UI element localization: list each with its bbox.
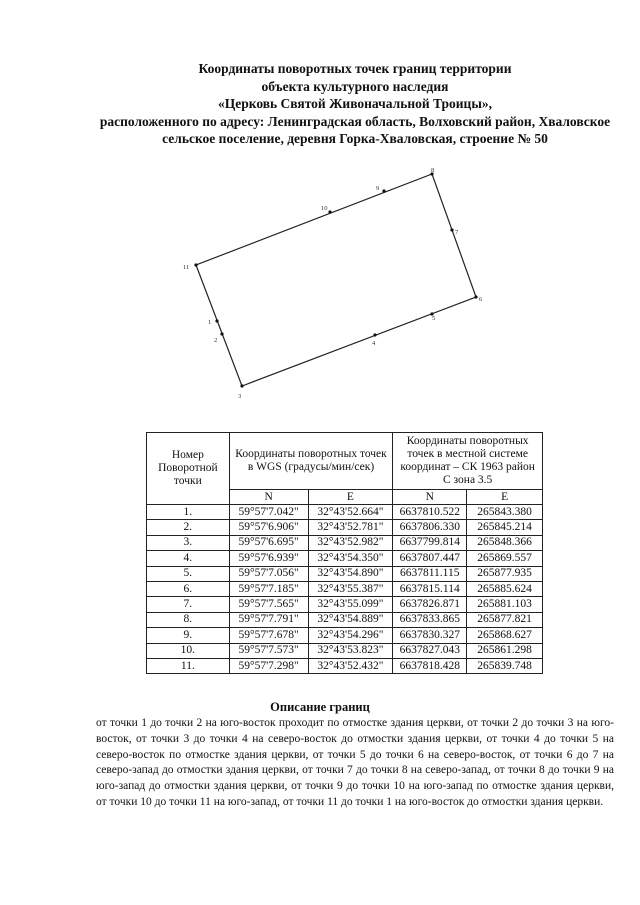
cell-point-number: 3.: [147, 535, 230, 550]
cell-point-number: 2.: [147, 520, 230, 535]
table-row: [147, 566, 543, 581]
table-row: [147, 581, 543, 596]
cell-local-e: 265845.214: [467, 520, 543, 535]
cell-wgs-e: 32°43'54.889": [308, 612, 393, 627]
cell-point-number: 4.: [147, 551, 230, 566]
cell-wgs-n: 59°57'7.678": [229, 628, 308, 643]
cell-wgs-n: 59°57'7.042": [229, 505, 308, 520]
boundary-point-11: [194, 263, 197, 266]
point-label-3: 3: [238, 393, 242, 400]
cell-wgs-n: 59°57'7.573": [229, 643, 308, 658]
cell-wgs-e: 32°43'55.099": [308, 597, 393, 612]
cell-wgs-e: 32°43'52.781": [308, 520, 393, 535]
point-label-1: 1: [208, 319, 212, 326]
point-label-2: 2: [214, 337, 218, 344]
cell-point-number: 6.: [147, 581, 230, 596]
point-label-8: 8: [431, 167, 435, 174]
cell-wgs-e: 32°43'52.982": [308, 535, 393, 550]
cell-wgs-e: 32°43'54.350": [308, 551, 393, 566]
cell-local-n: 6637826.871: [393, 597, 467, 612]
boundary-polygon: [196, 174, 476, 386]
point-label-10: 10: [321, 205, 328, 212]
cell-wgs-n: 59°57'6.906": [229, 520, 308, 535]
point-label-11: 11: [183, 264, 190, 271]
table-row: [147, 628, 543, 643]
cell-local-e: 265839.748: [467, 658, 543, 673]
cell-local-n: 6637815.114: [393, 581, 467, 596]
cell-wgs-n: 59°57'6.695": [229, 535, 308, 550]
boundary-point-2: [220, 332, 223, 335]
point-label-5: 5: [432, 315, 436, 322]
cell-point-number: 9.: [147, 628, 230, 643]
boundary-point-4: [373, 333, 376, 336]
boundary-point-labels: [183, 167, 483, 400]
header-wgs-coordinates: Координаты поворотных точек в WGS (градусы/мин/сек): [229, 433, 393, 490]
cell-wgs-e: 32°43'55.387": [308, 581, 393, 596]
cell-local-n: 6637830.327: [393, 628, 467, 643]
cell-local-e: 265848.366: [467, 535, 543, 550]
cell-point-number: 11.: [147, 658, 230, 673]
cell-local-e: 265843.380: [467, 505, 543, 520]
cell-local-n: 6637827.043: [393, 643, 467, 658]
header-local-coordinates: Координаты поворотных точек в местной системе координат – СК 1963 район С зона 3.5: [393, 433, 543, 490]
coordinates-table: [146, 432, 543, 674]
table-row: [147, 597, 543, 612]
cell-wgs-e: 32°43'53.823": [308, 643, 393, 658]
table-row: [147, 658, 543, 673]
cell-point-number: 1.: [147, 505, 230, 520]
subheader-local-n: N: [393, 490, 467, 505]
point-label-4: 4: [372, 340, 376, 347]
cell-wgs-e: 32°43'52.432": [308, 658, 393, 673]
cell-local-n: 6637799.814: [393, 535, 467, 550]
table-row: [147, 520, 543, 535]
cell-point-number: 5.: [147, 566, 230, 581]
boundary-point-10: [328, 210, 331, 213]
cell-wgs-n: 59°57'7.791": [229, 612, 308, 627]
point-label-9: 9: [376, 185, 380, 192]
cell-local-n: 6637807.447: [393, 551, 467, 566]
boundary-point-3: [240, 384, 243, 387]
title-line-3: «Церковь Святой Живоначальной Троицы»,: [217, 96, 492, 111]
title-line-1: Координаты поворотных точек границ территории: [198, 61, 512, 76]
cell-wgs-n: 59°57'7.298": [229, 658, 308, 673]
table-row: [147, 551, 543, 566]
table-row: [147, 612, 543, 627]
cell-local-e: 265861.298: [467, 643, 543, 658]
title-line-2: объекта культурного наследия: [261, 78, 449, 94]
header-point-number: Номер Поворотной точки: [147, 433, 230, 505]
description-text: от точки 1 до точки 2 на юго-восток проходит по отмостке здания церкви, от точки 2 до точки 3 на юго-восток, от точки 3 до точки 4 на северо-восток до отмостки здания церкви, от точки 4 до точки 5 на северо-восток по отмостке здания церкви, от точки 5 до точки 6 на северо-восток, от точки 6 до 7 на северо-запад до отмостки здания церкви, от точки 7 до точки 8 на северо-запад, от точки 8 до точки 9 на юго-запад до отмостки здания церкви, от точки 9 до точки 10 на юго-запад по отмостке здания церкви, от точки 10 до точки 11 на юго-запад, от точки 11 до точки 1 на юго-восток до отмостки здания церкви.: [96, 717, 614, 808]
cell-wgs-n: 59°57'7.056": [229, 566, 308, 581]
table-header-row: [147, 433, 543, 490]
point-label-7: 7: [455, 229, 459, 236]
cell-local-n: 6637811.115: [393, 566, 467, 581]
cell-local-n: 6637810.522: [393, 505, 467, 520]
boundary-points: [194, 172, 477, 387]
boundary-point-9: [382, 189, 385, 192]
point-label-6: 6: [479, 296, 483, 303]
boundary-plan: [0, 0, 640, 420]
cell-wgs-e: 32°43'54.890": [308, 566, 393, 581]
cell-local-n: 6637833.865: [393, 612, 467, 627]
subheader-wgs-e: E: [308, 490, 393, 505]
cell-wgs-e: 32°43'54.296": [308, 628, 393, 643]
cell-local-e: 265877.821: [467, 612, 543, 627]
subheader-wgs-n: N: [229, 490, 308, 505]
cell-local-n: 6637806.330: [393, 520, 467, 535]
cell-local-n: 6637818.428: [393, 658, 467, 673]
cell-wgs-e: 32°43'52.664": [308, 505, 393, 520]
cell-local-e: 265885.624: [467, 581, 543, 596]
title-line-5: сельское поселение, деревня Горка-Хваловская, строение № 50: [162, 131, 548, 146]
cell-point-number: 8.: [147, 612, 230, 627]
table-row: [147, 505, 543, 520]
boundary-point-7: [450, 228, 453, 231]
cell-wgs-n: 59°57'7.185": [229, 581, 308, 596]
cell-point-number: 7.: [147, 597, 230, 612]
cell-local-e: 265881.103: [467, 597, 543, 612]
subheader-local-e: E: [467, 490, 543, 505]
table-row: [147, 535, 543, 550]
cell-local-e: 265869.557: [467, 551, 543, 566]
boundary-point-1: [215, 319, 218, 322]
cell-local-e: 265877.935: [467, 566, 543, 581]
description-title: Описание границ: [270, 700, 370, 714]
title-line-4: расположенного по адресу: Ленинградская область, Волховский район, Хваловское: [99, 113, 611, 129]
cell-point-number: 10.: [147, 643, 230, 658]
cell-wgs-n: 59°57'7.565": [229, 597, 308, 612]
cell-local-e: 265868.627: [467, 628, 543, 643]
cell-wgs-n: 59°57'6.939": [229, 551, 308, 566]
boundary-point-6: [474, 295, 477, 298]
table-row: [147, 643, 543, 658]
